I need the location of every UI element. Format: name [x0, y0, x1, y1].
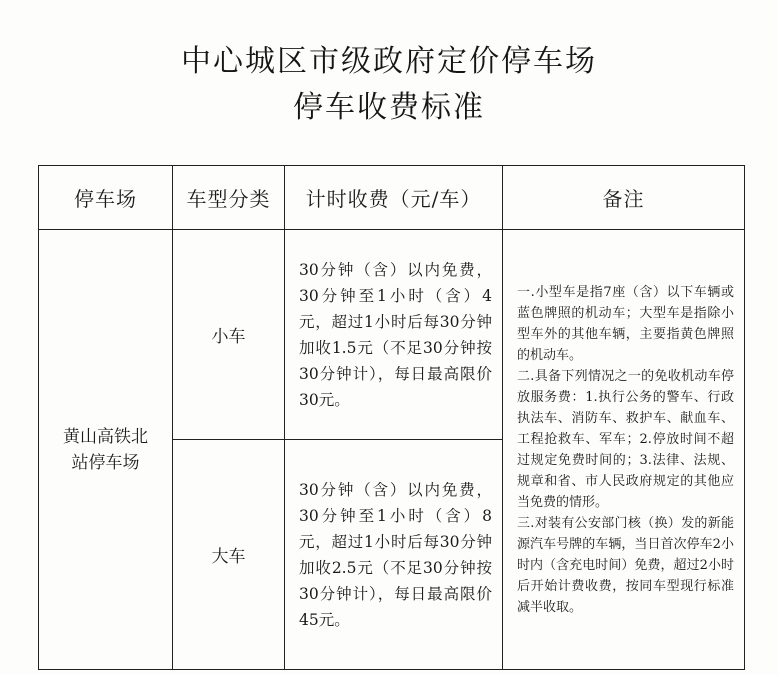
table-row-small-car: [39, 230, 745, 440]
header-hourly-fee: 计时收费（元/车）: [285, 166, 503, 230]
document-title-line-2: 停车收费标准: [293, 90, 485, 125]
header-parking-lot: 停车场: [39, 166, 173, 230]
header-vehicle-type: 车型分类: [173, 166, 285, 230]
parking-lot-label: 黄山高铁北站停车场: [63, 426, 148, 473]
remark-item: 二.具备下列情况之一的免收机动车停放服务费：1.执行公务的警车、行政执法车、消防车、救护车、献血车、工程抢救车、军车；2.停放时间不超过规定免费时间的；3.法律、法规、规章和省、市人民政府规定的其他应当免费的情形。: [517, 368, 734, 510]
header-remarks: 备注: [503, 166, 745, 230]
remark-item: 一.小型车是指7座（含）以下车辆或蓝色牌照的机动车；大型车是指除小型车外的其他车辆，主要指黄色牌照的机动车。: [517, 284, 734, 363]
vehicle-type-large: 大车: [173, 440, 285, 670]
fee-large-car: 30分钟（含）以内免费，30分钟至1小时（含）8元，超过1小时后每30分钟加收2.5元（不足30分钟按30分钟计），每日最高限价45元。: [285, 440, 503, 670]
parking-fee-table: [38, 165, 745, 670]
table-header-row: [39, 166, 745, 230]
remark-item: 三.对装有公安部门核（换）发的新能源汽车号牌的车辆，当日首次停车2小时内（含充电时间）免费，超过2小时后开始计费收费，按同车型现行标准减半收取。: [517, 515, 734, 615]
vehicle-type-small: 小车: [173, 230, 285, 440]
parking-lot-name: [39, 230, 173, 670]
remarks-cell: [503, 230, 745, 670]
document-title-line-1: 中心城区市级政府定价停车场: [181, 44, 597, 79]
fee-small-car: 30分钟（含）以内免费，30分钟至1小时（含）4元，超过1小时后每30分钟加收1.5元（不足30分钟按30分钟计），每日最高限价30元。: [285, 230, 503, 440]
